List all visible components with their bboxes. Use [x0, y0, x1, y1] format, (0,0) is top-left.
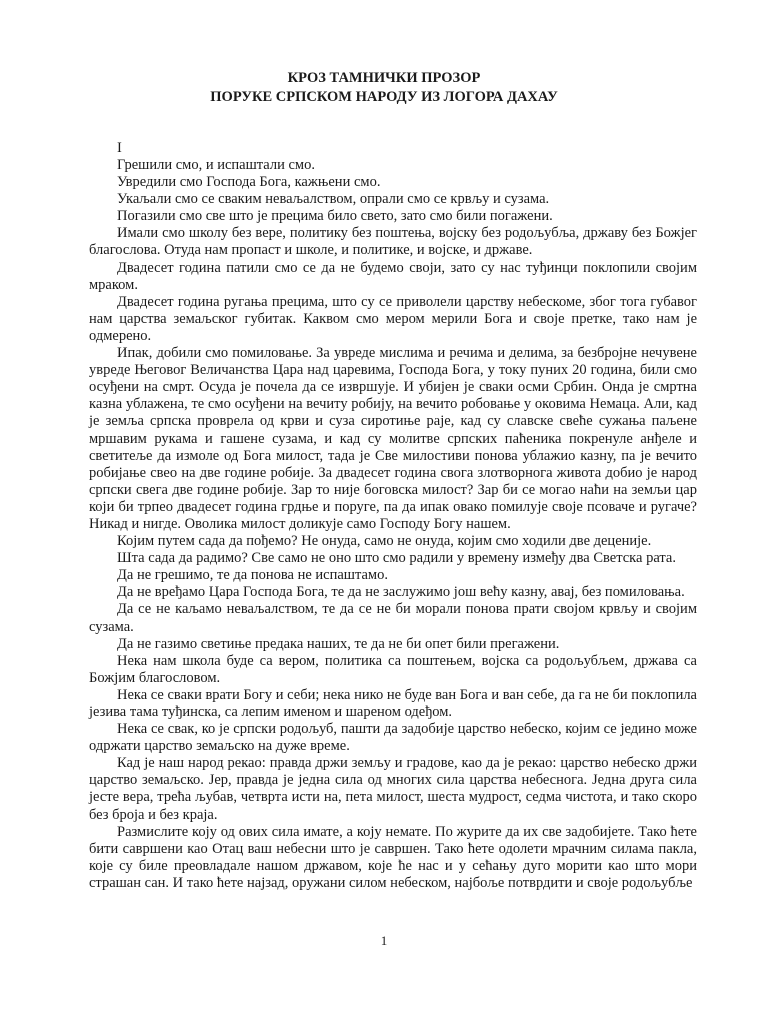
document-body [89, 157, 697, 892]
paragraph: Кад је наш народ рекао: правда држи земљу и градове, као да је рекао: царство небеско држи царство земаљско. Јер, правда је једна сила од многих сила царства небеснога. Једна друга сила јесте вера, трећа љубав, четврта исти на, пета милост, шеста мудрост, седма чистота, и тако скоро без броја и без краја. [89, 755, 697, 823]
paragraph: Грешили смо, и испаштали смо. [117, 157, 315, 173]
paragraph: Имали смо школу без вере, политику без поштења, војску без родољубља, државу без Божјег благослова. Отуда нам пропаст и школе, и политике, и војске, и државе. [89, 225, 697, 259]
paragraph: Којим путем сада да пођемо? Не онуда, само не онуда, којим смо ходили две деценије. [117, 533, 652, 550]
paragraph: Да не газимо светиње предака наших, те да не би опет били прегажени. [117, 635, 560, 652]
paragraph: Да се не каљамо неваљалством, те да се не би морали понова прати својом крвљу и својим сузама. [89, 601, 697, 635]
section-number: I [117, 140, 122, 156]
paragraph: Шта сада да радимо? Све само не оно што смо радили у времену између два Светска рата. [117, 550, 676, 567]
paragraph: Нека нам школа буде са вером, политика са поштењем, војска са родољубљем, држава са Божјим благословом. [89, 652, 697, 686]
paragraph: Нека се свак, ко је српски родољуб, пашти да задобије царство небеско, којим се једино може одржати царство земаљско на дуже време. [89, 721, 697, 755]
paragraph: Нека се сваки врати Богу и себи; нека нико не буде ван Бога и ван себе, да га не би поклопила језива тама туђинска, са лепим именом и шареном одеђом. [89, 686, 697, 720]
document-subtitle: ПОРУКЕ СРПСКОМ НАРОДУ ИЗ ЛОГОРА ДАХАУ [210, 89, 558, 105]
paragraph: Увредили смо Господа Бога, кажњени смо. [117, 174, 381, 191]
paragraph: Двадесет година патили смо се да не будемо своји, зато су нас туђинци поклопили својим мраком. [89, 259, 697, 293]
paragraph: Да не вређамо Цара Господа Бога, те да не заслужимо још већу казну, авај, без помиловања. [117, 584, 685, 601]
paragraph: Двадесет година ругања прецима, што су се приволели царству небескоме, због тога губавог нам царства земаљског губитак. Каквом смо мером мерили Бога и своје претке, тако нам је одмерено. [89, 293, 697, 344]
document-title: КРОЗ ТАМНИЧКИ ПРОЗОР [287, 70, 481, 86]
paragraph: Да не грешимо, те да понова не испаштамо. [117, 567, 388, 584]
paragraph: Укаљали смо се сваким неваљалством, опрали смо се крвљу и сузама. [117, 191, 550, 208]
paragraph: Ипак, добили смо помиловање. За увреде мислима и речима и делима, за безбројне нечувене увреде Његовог Величанства Цара над царевима, Господа Бога, у току пуних 20 година, били смо осуђени на смрт. Осуда је почела да се извршује. И убијен је сваки осми Србин. Онда је смртна казна ублажена, те смо осуђени на вечиту робију, на вечито робовање у оковима Немаца. Али, кад је земља српска проврела од крви и суза сиротиње раје, кад су славске свеће сужања паљене мршавим рукама и гашене сузама, и кад су молитве српских паћеника покренуле анђеле и светитеље да измоле од Бога милост, тада је Све милостиви понова ублажио казну, па је вечито робијање свео на две године робије. За двадесет година свога злотворнога живота добио је народ српски свега две године робије. Зар то није боговска милост? Зар би се могао наћи на земљи цар који би трпео двадесет година грдње и поруге, па да ипак овако помилује своје псоваче и ругаче? Никад и нигде. Оволика милост доликује само Господу Богу нашем. [89, 345, 697, 532]
paragraph: Размислите коју од ових сила имате, а коју немате. По журите да их све задобијете. Тако ћете бити савршени као Отац ваш небесни што је савршен. Тако ћете одолети мрачним силама пакла, које су биле преовладале нашом државом, које ће нас и у сећању дуго морити као што мори страшан сан. И тако ћете најзад, оружани силом небеском, најбоље потврдити и своје родољубље [89, 823, 697, 891]
page-number: 1 [380, 933, 388, 948]
paragraph: Погазили смо све што је прецима било свето, зато смо били погажени. [117, 208, 553, 225]
